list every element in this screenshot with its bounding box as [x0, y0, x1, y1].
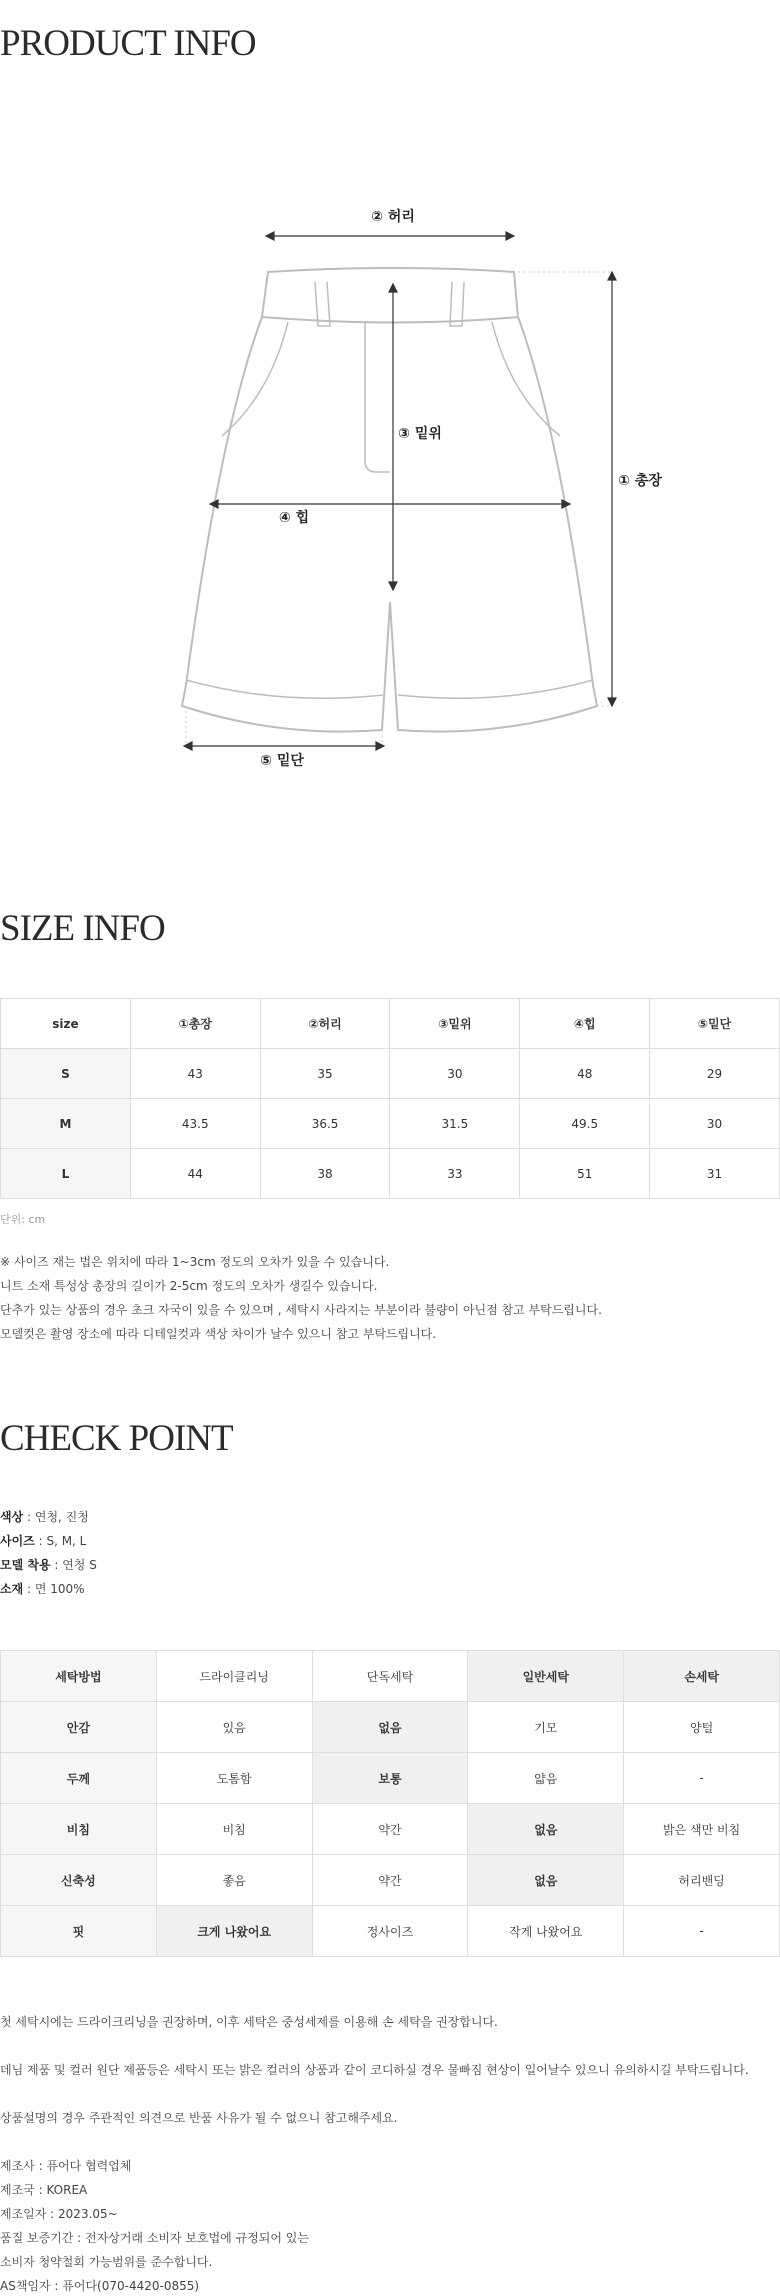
- value-cell: 29: [650, 1049, 780, 1099]
- value-cell: 33: [390, 1149, 520, 1199]
- footer-line: 상품설명의 경우 주관적인 의견으로 반품 사유가 될 수 없으니 참고해주세요.: [0, 2111, 398, 2125]
- spec-label: 색상: [0, 1510, 24, 1524]
- spec-label: 사이즈: [0, 1534, 35, 1548]
- note-line: ※ 사이즈 재는 법은 위치에 따라 1~3cm 정도의 오차가 있을 수 있습니다.: [0, 1255, 390, 1269]
- size-info-title: SIZE INFO: [0, 908, 165, 949]
- care-option-cell: 좋음: [156, 1855, 312, 1906]
- table-row: [1, 1149, 780, 1199]
- care-row-head: 신축성: [1, 1855, 157, 1906]
- shorts-measurement-diagram: [0, 190, 780, 780]
- care-option-cell: -: [624, 1906, 780, 1957]
- spec-value: : 연청, 진청: [23, 1510, 89, 1524]
- size-cell: M: [1, 1099, 131, 1149]
- table-row: [1, 1049, 780, 1099]
- length-label: ① 총장: [618, 473, 662, 489]
- table-row: [1, 1906, 780, 1957]
- care-row-head: 안감: [1, 1702, 157, 1753]
- table-row: [1, 1753, 780, 1804]
- table-row: [1, 1855, 780, 1906]
- care-option-cell: 일반세탁: [468, 1651, 624, 1702]
- table-row: [1, 1804, 780, 1855]
- size-table: [0, 998, 780, 1199]
- care-option-cell: 약간: [312, 1855, 468, 1906]
- care-option-cell: 드라이클리닝: [156, 1651, 312, 1702]
- value-cell: 30: [390, 1049, 520, 1099]
- footer-line: 품질 보증기간 : 전자상거래 소비자 보호법에 규정되어 있는: [0, 2231, 309, 2245]
- care-option-cell: 약간: [312, 1804, 468, 1855]
- spec-value: : S, M, L: [34, 1534, 87, 1548]
- care-option-cell: 양털: [624, 1702, 780, 1753]
- size-cell: L: [1, 1149, 131, 1199]
- care-row-head: 세탁방법: [1, 1651, 157, 1702]
- rise-label: ③ 밑위: [398, 426, 442, 442]
- spec-value: : 연청 S: [50, 1558, 97, 1572]
- note-line: 모델컷은 촬영 장소에 따라 디테일컷과 색상 차이가 날수 있으니 참고 부탁드립니다.: [0, 1327, 437, 1341]
- header-cell: size: [1, 999, 131, 1049]
- care-option-cell: 밝은 색만 비침: [624, 1804, 780, 1855]
- value-cell: 31.5: [390, 1099, 520, 1149]
- care-option-cell: -: [624, 1753, 780, 1804]
- care-option-cell: 작게 나왔어요: [468, 1906, 624, 1957]
- spec-label: 모델 착용: [0, 1558, 51, 1572]
- table-row: [1, 1099, 780, 1149]
- size-cell: S: [1, 1049, 131, 1099]
- header-cell: ④힙: [520, 999, 650, 1049]
- table-row: [1, 1702, 780, 1753]
- hip-label: ④ 힙: [278, 510, 310, 526]
- footer-line: 제조일자 : 2023.05~: [0, 2207, 118, 2221]
- value-cell: 36.5: [260, 1099, 390, 1149]
- footer-line: 제조국 : KOREA: [0, 2183, 88, 2197]
- value-cell: 38: [260, 1149, 390, 1199]
- care-option-cell: 허리밴딩: [624, 1855, 780, 1906]
- value-cell: 49.5: [520, 1099, 650, 1149]
- table-row: [1, 1651, 780, 1702]
- care-option-cell: 크게 나왔어요: [156, 1906, 312, 1957]
- care-row-head: 핏: [1, 1906, 157, 1957]
- unit-note: 단위: cm: [0, 1213, 46, 1226]
- value-cell: 44: [130, 1149, 260, 1199]
- care-option-cell: 없음: [468, 1855, 624, 1906]
- value-cell: 43.5: [130, 1099, 260, 1149]
- value-cell: 51: [520, 1149, 650, 1199]
- spec-value: : 면 100%: [23, 1582, 85, 1596]
- value-cell: 30: [650, 1099, 780, 1149]
- product-info-title: PRODUCT INFO: [0, 23, 256, 64]
- hem-label: ⑤ 밑단: [260, 753, 304, 769]
- care-row-head: 두께: [1, 1753, 157, 1804]
- waist-label: ② 허리: [371, 209, 415, 225]
- care-option-cell: 얇음: [468, 1753, 624, 1804]
- care-option-cell: 손세탁: [624, 1651, 780, 1702]
- size-table-header: [1, 999, 780, 1049]
- footer-line: 첫 세탁시에는 드라이크리닝을 권장하며, 이후 세탁은 중성세제를 이용해 손 세탁을 권장합니다.: [0, 2015, 498, 2029]
- header-cell: ③밑위: [390, 999, 520, 1049]
- size-notes: [0, 1250, 602, 1346]
- check-point-title: CHECK POINT: [0, 1418, 233, 1459]
- value-cell: 31: [650, 1149, 780, 1199]
- care-option-cell: 보통: [312, 1753, 468, 1804]
- header-cell: ①총장: [130, 999, 260, 1049]
- footer-line: 제조사 : 퓨어다 협력업체: [0, 2159, 132, 2173]
- header-cell: ②허리: [260, 999, 390, 1049]
- value-cell: 35: [260, 1049, 390, 1099]
- spec-line: [0, 1577, 97, 1601]
- note-line: 니트 소재 특성상 총장의 길이가 2-5cm 정도의 오차가 생길수 있습니다.: [0, 1279, 378, 1293]
- spec-line: [0, 1553, 97, 1577]
- footer-line: 소비자 청약철회 가능범위를 준수합니다.: [0, 2255, 213, 2269]
- spec-label: 소재: [0, 1582, 24, 1596]
- product-specs: [0, 1505, 97, 1601]
- care-option-cell: 없음: [468, 1804, 624, 1855]
- spec-line: [0, 1505, 97, 1529]
- care-option-cell: 있음: [156, 1702, 312, 1753]
- footer-line: AS책임자 : 퓨어다(070-4420-0855): [0, 2279, 200, 2293]
- care-option-cell: 정사이즈: [312, 1906, 468, 1957]
- value-cell: 48: [520, 1049, 650, 1099]
- value-cell: 43: [130, 1049, 260, 1099]
- care-row-head: 비침: [1, 1804, 157, 1855]
- care-option-cell: 없음: [312, 1702, 468, 1753]
- care-option-cell: 기모: [468, 1702, 624, 1753]
- care-option-cell: 도톰함: [156, 1753, 312, 1804]
- header-cell: ⑤밑단: [650, 999, 780, 1049]
- care-info-table: [0, 1650, 780, 1957]
- care-option-cell: 비침: [156, 1804, 312, 1855]
- note-line: 단추가 있는 상품의 경우 초크 자국이 있을 수 있으며 , 세탁시 사라지는 부분이라 불량이 아닌점 참고 부탁드립니다.: [0, 1303, 602, 1317]
- spec-line: [0, 1529, 97, 1553]
- care-option-cell: 단독세탁: [312, 1651, 468, 1702]
- footer-line: 데님 제품 및 컬러 원단 제품등은 세탁시 또는 밝은 컬러의 상품과 같이 코디하실 경우 물빠짐 현상이 일어날수 있으니 유의하시길 부탁드립니다.: [0, 2063, 749, 2077]
